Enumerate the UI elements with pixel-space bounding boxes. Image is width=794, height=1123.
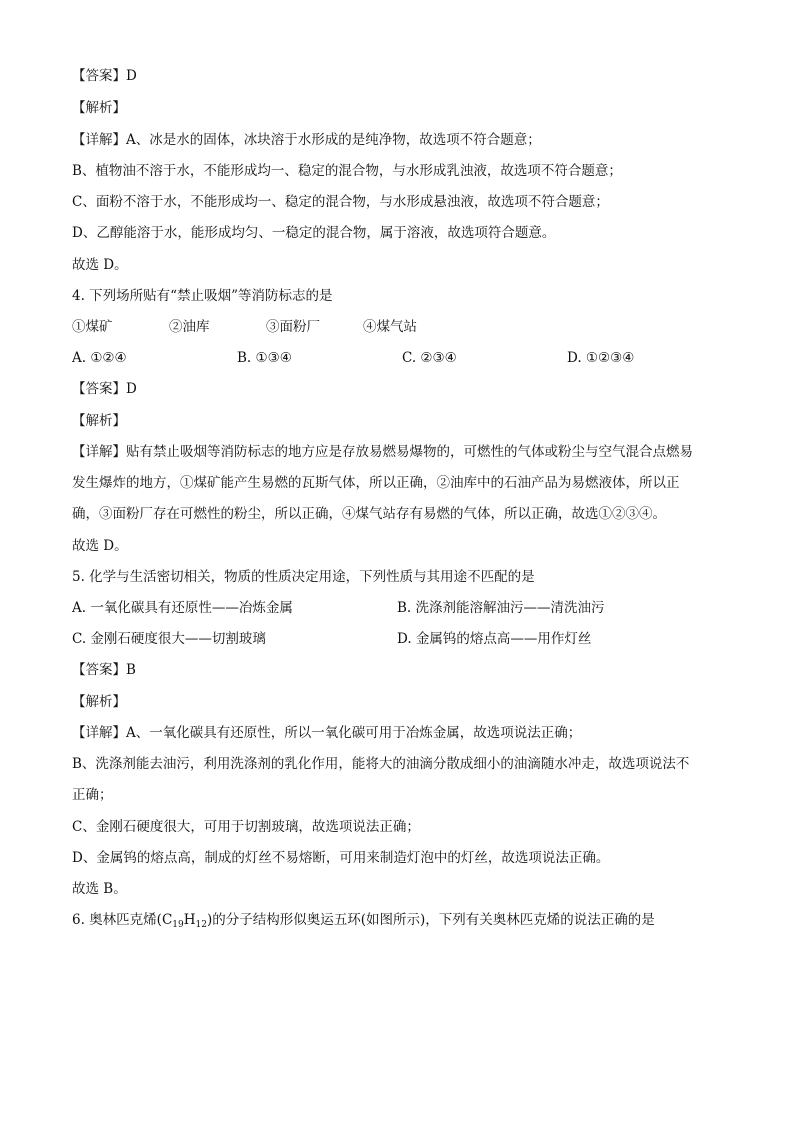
analysis-label: 【解析】 [72, 100, 126, 116]
question-4-stem: 4. 下列场所贴有“禁止吸烟”等消防标志的是 [72, 288, 333, 304]
stem-suffix: )的分子结构形似奥运五环(如图所示)，下列有关奥林匹克烯的说法正确的是 [206, 912, 655, 928]
option-a: A. 一氧化碳具有还原性——冶炼金属 [72, 600, 293, 616]
question-4-options [72, 348, 732, 368]
subscript-c: 19 [172, 920, 184, 930]
question-4-items [72, 317, 460, 337]
analysis-label: 【解析】 [72, 413, 126, 429]
explanation-c: C、面粉不溶于水，不能形成均一、稳定的混合物，与水形成悬浊液，故选项不符合题意； [72, 194, 609, 210]
question-6-stem [72, 910, 655, 935]
conclusion-text: 故选 B。 [72, 881, 127, 897]
item-4: ④煤气站 [363, 319, 417, 335]
detail-text: 【详解】贴有禁止吸烟等消防标志的地方应是存放易燃易爆物的，可燃性的气体或粉尘与空气混合点燃易 [72, 444, 693, 460]
item-3: ③面粉厂 [266, 319, 320, 335]
option-d: D. 金属钨的熔点高——用作灯丝 [397, 631, 592, 647]
item-1: ①煤矿 [72, 319, 113, 335]
detail-text: 发生爆炸的地方，①煤矿能产生易燃的瓦斯气体，所以正确，②油库中的石油产品为易燃液体，所以正 [72, 475, 680, 491]
explanation-b: B、洗涤剂能去油污，利用洗涤剂的乳化作用，能将大的油滴分散成细小的油滴随水冲走，故选项说法不 [72, 756, 690, 772]
explanation-b-cont: 正确； [72, 787, 113, 803]
question-5-stem: 5. 化学与生活密切相关，物质的性质决定用途，下列性质与其用途不匹配的是 [72, 569, 535, 585]
option-a: A. ①②④ [72, 350, 127, 366]
item-2: ②油库 [169, 319, 210, 335]
conclusion-text: 故选 D。 [72, 538, 128, 554]
option-d: D. ①②③④ [567, 350, 635, 366]
option-c: C. ②③④ [402, 350, 457, 366]
explanation-d: D、金属钨的熔点高，制成的灯丝不易熔断，可用来制造灯泡中的灯丝，故选项说法正确。 [72, 850, 610, 866]
option-b: B. 洗涤剂能溶解油污——清洗油污 [397, 600, 605, 616]
detail-text: 【详解】A、一氧化碳具有还原性，所以一氧化碳可用于冶炼金属，故选项说法正确； [72, 725, 582, 741]
subscript-h: 12 [195, 920, 207, 930]
explanation-d: D、乙醇能溶于水，能形成均匀、一稳定的混合物，属于溶液，故选项符合题意。 [72, 225, 556, 241]
explanation-b: B、植物油不溶于水，不能形成均一、稳定的混合物，与水形成乳浊液，故选项不符合题意； [72, 163, 622, 179]
answer-label: 【答案】B [72, 662, 136, 678]
option-b: B. ①③④ [237, 350, 292, 366]
conclusion-text: 故选 D。 [72, 257, 128, 273]
stem-prefix: 6. 奥林匹克烯(C [72, 912, 173, 928]
answer-label: 【答案】D [72, 381, 137, 397]
analysis-label: 【解析】 [72, 694, 126, 710]
stem-mid: H [183, 912, 196, 928]
explanation-c: C、金刚石硬度很大，可用于切割玻璃，故选项说法正确； [72, 819, 420, 835]
answer-label: 【答案】D [72, 68, 137, 84]
detail-text: 确，③面粉厂存在可燃性的粉尘，所以正确，④煤气站存有易燃的气体，所以正确，故选①②③④。 [72, 506, 666, 522]
question-5-options-row-2 [72, 629, 732, 649]
question-5-options-row-1 [72, 598, 732, 618]
option-c: C. 金刚石硬度很大——切割玻璃 [72, 631, 266, 647]
detail-text: 【详解】A、冰是水的固体，冰块溶于水形成的是纯净物，故选项不符合题意； [72, 132, 541, 148]
